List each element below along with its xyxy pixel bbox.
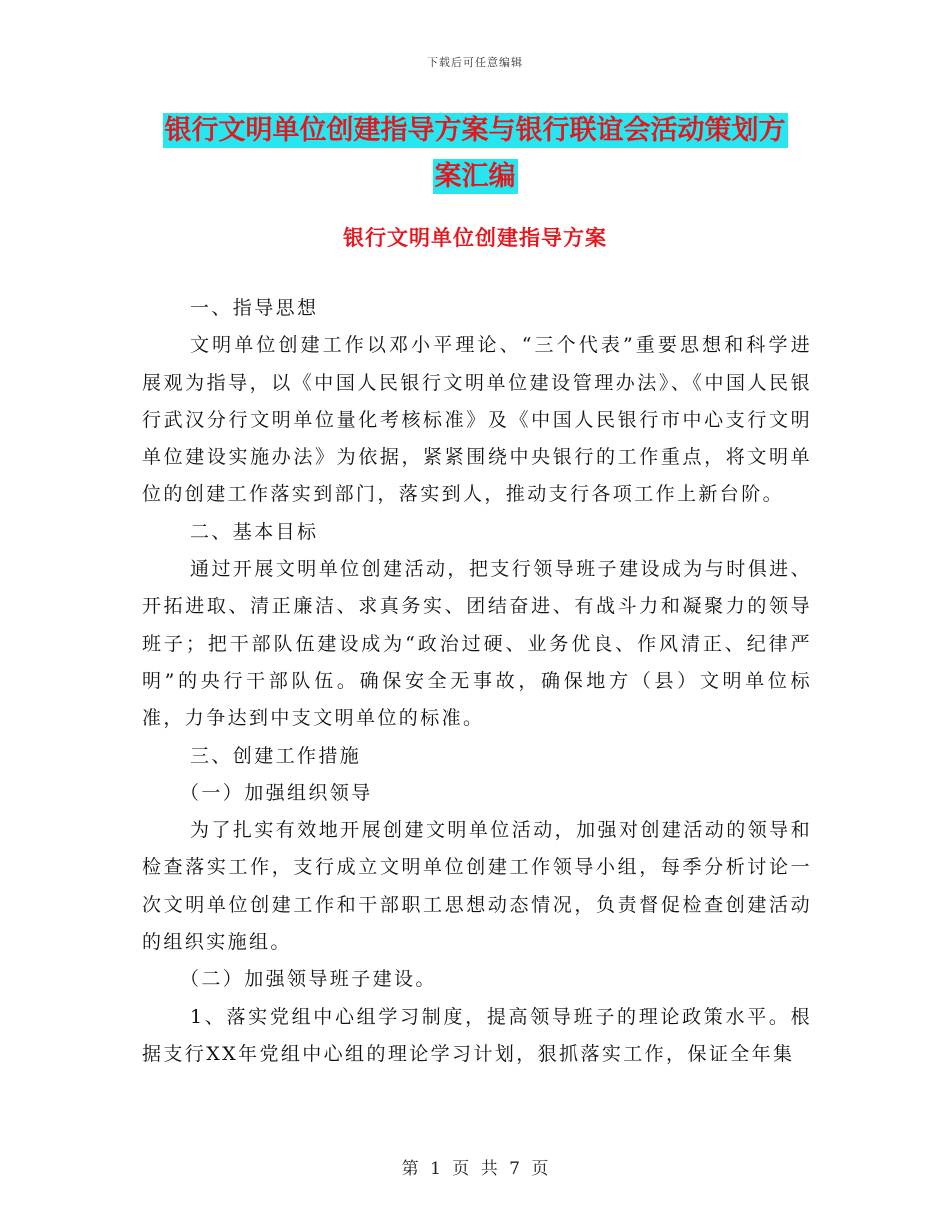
paragraph-study-system: 1、落实党组中心组学习制度，提高领导班子的理论政策水平。根据支行XX年党组中心组的理论学习计划，狠抓落实工作，保证全年集 — [142, 1005, 812, 1065]
document-body — [142, 290, 812, 1073]
paragraph-guiding-ideology: 文明单位创建工作以邓小平理论、“三个代表”重要思想和科学进展观为指导，以《中国人民银行文明单位建设管理办法》、《中国人民银行武汉分行文明单位量化考核标准》及《中国人民银行市中心支行文明单位建设实施办法》为依据，紧紧围绕中央银行的工作重点，将文明单位的创建工作落实到部门，落实到人，推动支行各项工作上新台阶。 — [142, 334, 812, 506]
paragraph-organization: 为了扎实有效地开展创建文明单位活动，加强对创建活动的领导和检查落实工作，支行成立文明单位创建工作领导小组，每季分析讨论一次文明单位创建工作和干部职工思想动态情况，负责督促检查创建活动的组织实施组。 — [142, 819, 812, 954]
heading-basic-goals: 二、基本目标 — [190, 520, 319, 543]
section-title: 银行文明单位创建指导方案 — [343, 226, 607, 250]
subheading-leadership: （二）加强领导班子建设。 — [180, 968, 437, 991]
page-number: 第 1 页 共 7 页 — [401, 1159, 549, 1179]
heading-measures: 三、创建工作措施 — [190, 744, 362, 767]
document-title-line1: 银行文明单位创建指导方案与银行联谊会活动策划方 — [164, 115, 786, 146]
document-title — [120, 108, 830, 200]
document-title-line2: 案汇编 — [434, 161, 516, 192]
paragraph-basic-goals: 通过开展文明单位创建活动，把支行领导班子建设成为与时俱进、开拓进取、清正廉洁、求真务实、团结奋进、有战斗力和凝聚力的领导班子；把干部队伍建设成为“政治过硬、业务优良、作风清正、纪律严明”的央行干部队伍。确保安全无事故，确保地方（县）文明单位标准，力争达到中支文明单位的标准。 — [142, 558, 812, 730]
subheading-organization: （一）加强组织领导 — [180, 781, 373, 804]
heading-guiding-ideology: 一、指导思想 — [190, 297, 319, 319]
header-note: 下载后可任意编辑 — [427, 56, 523, 69]
